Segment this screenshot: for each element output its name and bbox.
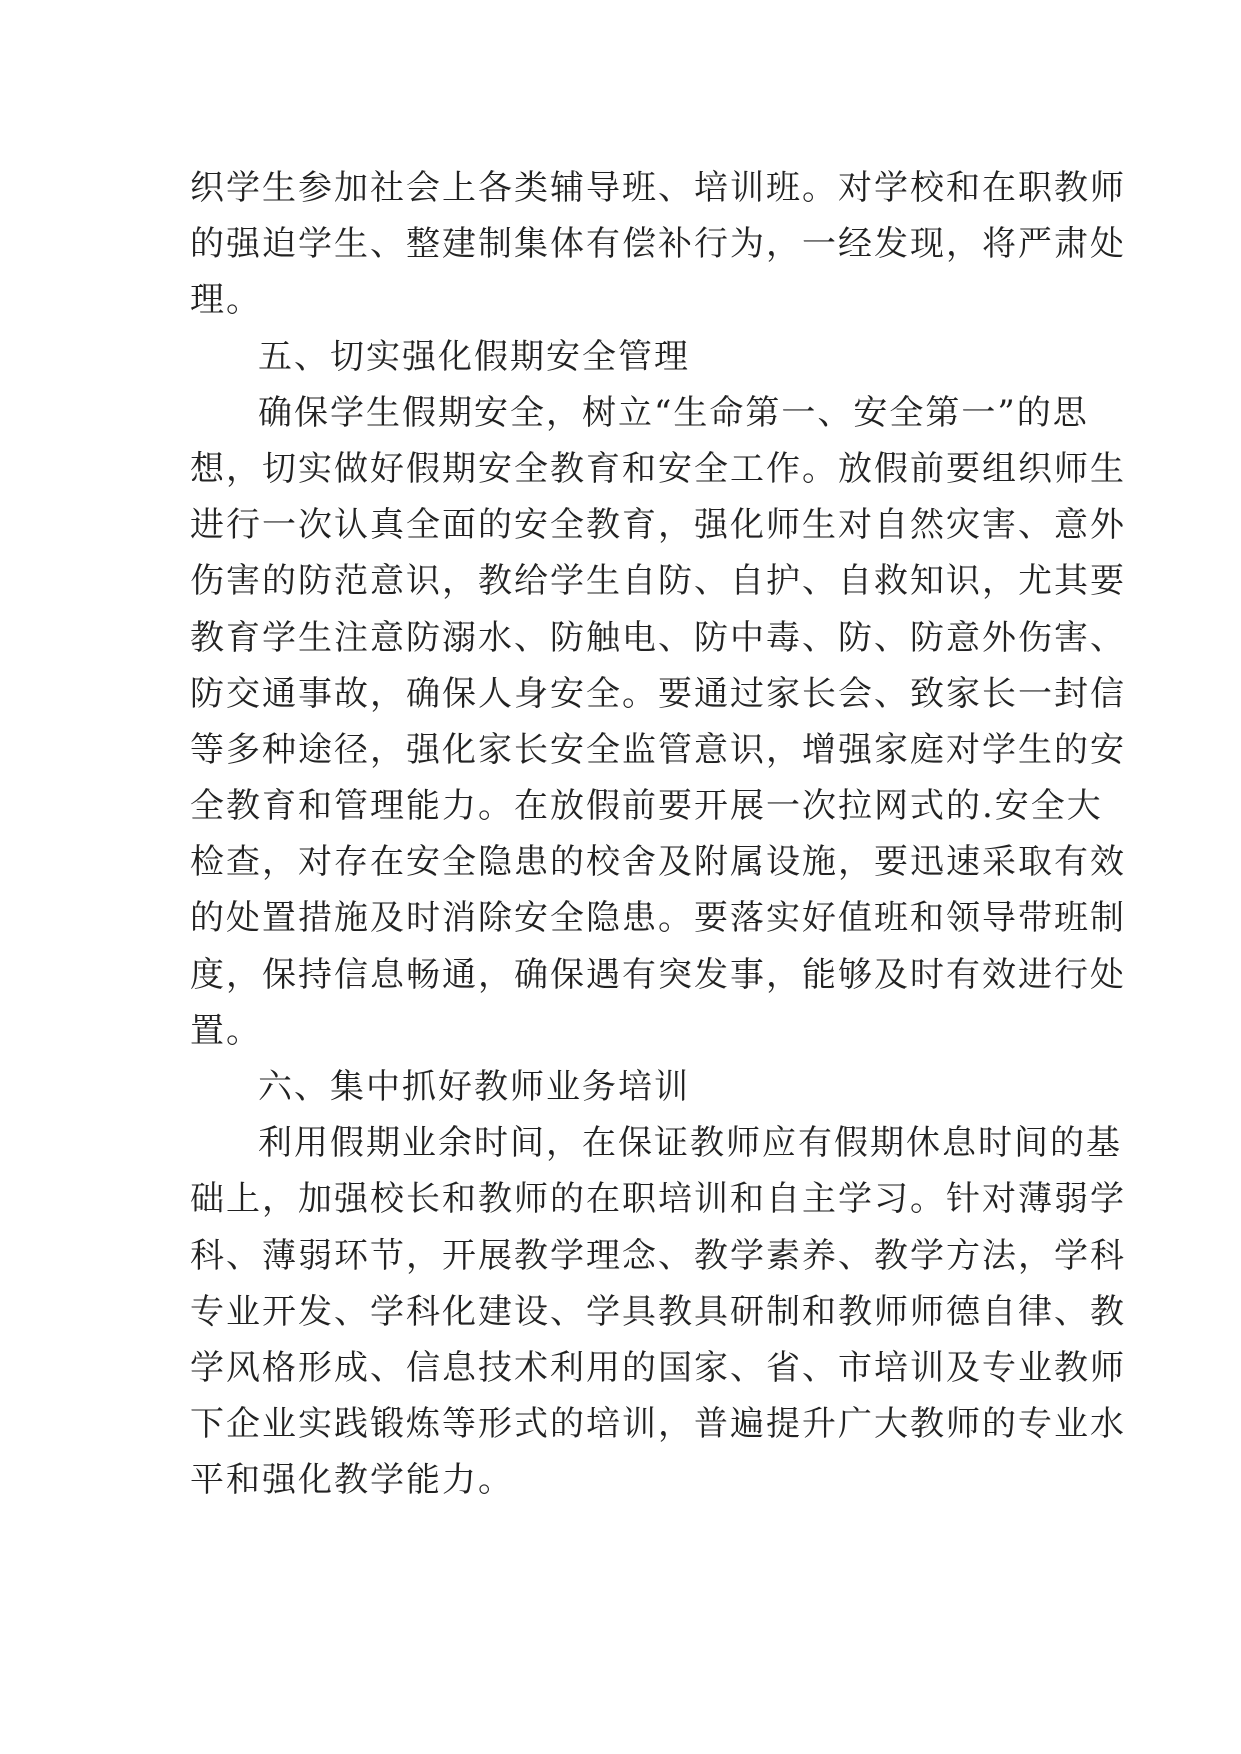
text-line: 理。 [190, 280, 262, 321]
text-line: 织学生参加社会上各类辅导班、培训班。对学校和在职教师 [190, 168, 1126, 208]
text-line: 进行一次认真全面的安全教育，强化师生对自然灾害、意外 [190, 505, 1126, 546]
text-line: 利用假期业余时间，在保证教师应有假期休息时间的基 [258, 1123, 1122, 1164]
text-line: 置。 [190, 1010, 262, 1051]
text-line: 专业开发、学科化建设、学具教具研制和教师师德自律、教 [190, 1291, 1126, 1332]
text-line: 础上，加强校长和教师的在职培训和自主学习。针对薄弱学 [190, 1179, 1126, 1220]
text-line: 教育学生注意防溺水、防触电、防中毒、防、防意外伤害、 [190, 617, 1126, 658]
text-line: 检查，对存在安全隐患的校舍及附属设施，要迅速采取有效 [190, 842, 1126, 883]
text-line: 想，切实做好假期安全教育和安全工作。放假前要组织师生 [190, 448, 1126, 489]
text-line: 全教育和管理能力。在放假前要开展一次拉网式的.安全大 [190, 786, 1103, 827]
text-line: 的强迫学生、整建制集体有偿补行为，一经发现，将严肃处 [190, 224, 1126, 265]
section-heading-6: 六、集中抓好教师业务培训 [258, 1067, 690, 1107]
text-line: 伤害的防范意识，教给学生自防、自护、自救知识，尤其要 [190, 561, 1126, 602]
text-line: 防交通事故，确保人身安全。要通过家长会、致家长一封信 [190, 673, 1126, 714]
text-line: 度，保持信息畅通，确保遇有突发事，能够及时有效进行处 [190, 954, 1126, 995]
text-line: 平和强化教学能力。 [190, 1460, 514, 1501]
text-line: 等多种途径，强化家长安全监管意识，增强家庭对学生的安 [190, 729, 1126, 770]
text-line: 学风格形成、信息技术利用的国家、省、市培训及专业教师 [190, 1347, 1126, 1388]
text-line: 科、薄弱环节，开展教学理念、教学素养、教学方法，学科 [190, 1235, 1126, 1276]
text-line: 确保学生假期安全，树立“生命第一、安全第一”的思 [258, 392, 1089, 433]
text-line: 下企业实践锻炼等形式的培训，普遍提升广大教师的专业水 [190, 1404, 1126, 1445]
text-line: 的处置措施及时消除安全隐患。要落实好值班和领导带班制 [190, 898, 1126, 939]
section-heading-5: 五、切实强化假期安全管理 [258, 336, 690, 377]
document-body [190, 160, 1126, 1509]
